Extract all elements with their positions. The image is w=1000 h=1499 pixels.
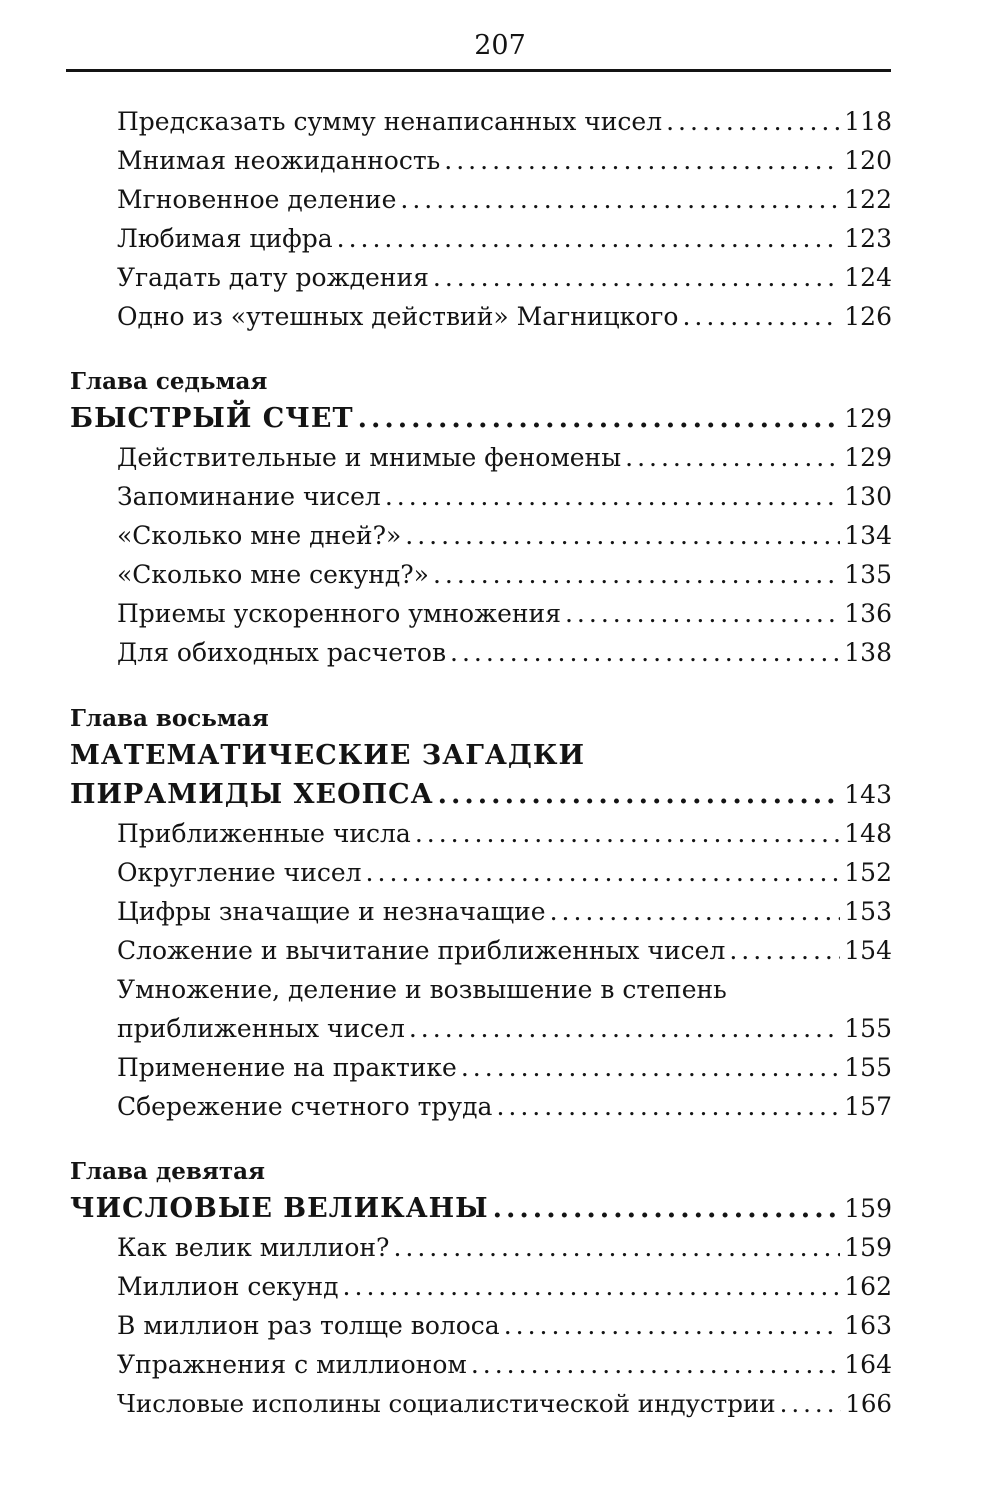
dot-leader — [444, 146, 840, 176]
chapter-page: 129 — [844, 404, 892, 433]
dot-leader — [471, 1350, 840, 1380]
dot-leader — [682, 302, 840, 332]
toc-entry-title: Сложение и вычитание приближенных чисел — [117, 936, 726, 965]
header-rule — [66, 69, 891, 72]
toc-entry — [117, 521, 892, 551]
dot-leader — [433, 560, 840, 590]
dot-leader — [461, 1053, 840, 1083]
toc-entry-page: 154 — [844, 936, 892, 965]
dot-leader — [504, 1311, 841, 1341]
toc-entry-page: 120 — [844, 146, 892, 175]
toc-entry-title: Приемы ускоренного умножения — [117, 599, 561, 628]
chapter-title-entry — [70, 404, 892, 434]
toc-entry-page: 155 — [844, 1053, 892, 1082]
toc-entry-title: Упражнения с миллионом — [117, 1350, 467, 1379]
toc-entry-page: 129 — [844, 443, 892, 472]
chapter-label: Глава восьмая — [70, 705, 269, 732]
chapter-title: ЧИСЛОВЫЕ ВЕЛИКАНЫ — [70, 1193, 489, 1224]
toc-entry-page: 124 — [844, 263, 892, 292]
dot-leader — [625, 443, 840, 473]
toc-entry-page: 138 — [844, 638, 892, 667]
dot-leader — [780, 1389, 842, 1419]
chapter-label: Глава седьмая — [70, 368, 268, 395]
dot-leader — [343, 1272, 841, 1302]
toc-entry-title: Цифры значащие и незначащие — [117, 897, 546, 926]
toc-entry — [117, 1389, 892, 1419]
toc-entry-page: 159 — [844, 1233, 892, 1262]
toc-entry — [117, 1053, 892, 1083]
toc-entry — [117, 936, 892, 966]
dot-leader — [400, 185, 840, 215]
toc-entry-page: 136 — [844, 599, 892, 628]
toc-entry — [117, 443, 892, 473]
toc-entry-title: «Сколько мне секунд?» — [117, 560, 429, 589]
toc-entry-title: Сбережение счетного труда — [117, 1092, 493, 1121]
toc-entry-title: Как велик миллион? — [117, 1233, 390, 1262]
toc-entry-title: Предсказать сумму ненаписанных чисел — [117, 107, 663, 136]
toc-entry-page: 130 — [844, 482, 892, 511]
toc-entry-title: В миллион раз толще волоса — [117, 1311, 500, 1340]
toc-entry — [117, 1233, 892, 1263]
dot-leader — [358, 404, 841, 434]
dot-leader — [337, 224, 841, 254]
toc-entry — [117, 858, 892, 888]
dot-leader — [565, 599, 840, 629]
toc-entry-title: Мнимая неожиданность — [117, 146, 441, 175]
toc-entry-page: 126 — [844, 302, 892, 331]
toc-entry-page: 164 — [844, 1350, 892, 1379]
toc-entry — [117, 482, 892, 512]
dot-leader — [433, 263, 840, 293]
toc-entry — [117, 1311, 892, 1341]
dot-leader — [385, 482, 840, 512]
toc-entry-page: 123 — [844, 224, 892, 253]
toc-entry-page: 122 — [844, 185, 892, 214]
chapter-title-line: МАТЕМАТИЧЕСКИЕ ЗАГАДКИ — [70, 740, 585, 771]
toc-entry — [117, 560, 892, 590]
dot-leader — [450, 638, 840, 668]
toc-entry-title: Миллион секунд — [117, 1272, 339, 1301]
toc-entry-title: «Сколько мне дней?» — [117, 521, 402, 550]
dot-leader — [409, 1014, 840, 1044]
toc-entry — [117, 263, 892, 293]
toc-entry-title: Угадать дату рождения — [117, 263, 429, 292]
toc-entry — [117, 1272, 892, 1302]
chapter-label: Глава девятая — [70, 1158, 265, 1185]
toc-entry-page: 157 — [844, 1092, 892, 1121]
toc-entry-title: Приближенные числа — [117, 819, 411, 848]
toc-entry — [117, 1092, 892, 1122]
toc-entry-page: 162 — [844, 1272, 892, 1301]
toc-entry-page: 163 — [844, 1311, 892, 1340]
dot-leader — [666, 107, 840, 137]
dot-leader — [405, 521, 840, 551]
chapter-title: ПИРАМИДЫ ХЕОПСА — [70, 779, 434, 810]
toc-entry-page: 148 — [844, 819, 892, 848]
toc-entry — [117, 638, 892, 668]
toc-entry-title: приближенных чисел — [117, 1014, 405, 1043]
dot-leader — [550, 897, 841, 927]
toc-entry-title-line: Умножение, деление и возвышение в степень — [117, 975, 727, 1004]
chapter-page: 159 — [844, 1194, 892, 1223]
toc-entry-page: 152 — [844, 858, 892, 887]
toc-entry-title: Любимая цифра — [117, 224, 333, 253]
dot-leader — [366, 858, 841, 888]
toc-entry — [117, 224, 892, 254]
toc-entry-title: Мгновенное деление — [117, 185, 397, 214]
toc-entry-title: Числовые исполины социалистической индустрии — [117, 1389, 776, 1418]
toc-entry — [117, 1014, 892, 1044]
toc-entry — [117, 599, 892, 629]
toc-entry-page: 155 — [844, 1014, 892, 1043]
dot-leader — [438, 780, 841, 810]
toc-entry-title: Применение на практике — [117, 1053, 457, 1082]
toc-entry-page: 153 — [844, 897, 892, 926]
chapter-title-entry — [70, 1194, 892, 1224]
toc-entry — [117, 819, 892, 849]
dot-leader — [729, 936, 840, 966]
toc-entry-title: Запоминание чисел — [117, 482, 381, 511]
chapter-title-entry — [70, 780, 892, 810]
toc-entry-page: 118 — [844, 107, 892, 136]
toc-entry-title: Округление чисел — [117, 858, 362, 887]
toc-entry — [117, 107, 892, 137]
toc-entry — [117, 146, 892, 176]
toc-entry — [117, 302, 892, 332]
dot-leader — [493, 1194, 841, 1224]
toc-entry — [117, 1350, 892, 1380]
toc-entry-page: 134 — [844, 521, 892, 550]
toc-entry — [117, 897, 892, 927]
toc-entry-page: 166 — [845, 1389, 892, 1418]
toc-entry-title: Для обиходных расчетов — [117, 638, 447, 667]
dot-leader — [415, 819, 840, 849]
dot-leader — [393, 1233, 840, 1263]
chapter-title: БЫСТРЫЙ СЧЕТ — [70, 403, 354, 434]
chapter-page: 143 — [844, 780, 892, 809]
page-number: 207 — [474, 30, 526, 61]
toc-entry-title: Одно из «утешных действий» Магницкого — [117, 302, 679, 331]
toc-entry-title: Действительные и мнимые феномены — [117, 443, 622, 472]
toc-entry — [117, 185, 892, 215]
dot-leader — [496, 1092, 840, 1122]
toc-entry-page: 135 — [844, 560, 892, 589]
